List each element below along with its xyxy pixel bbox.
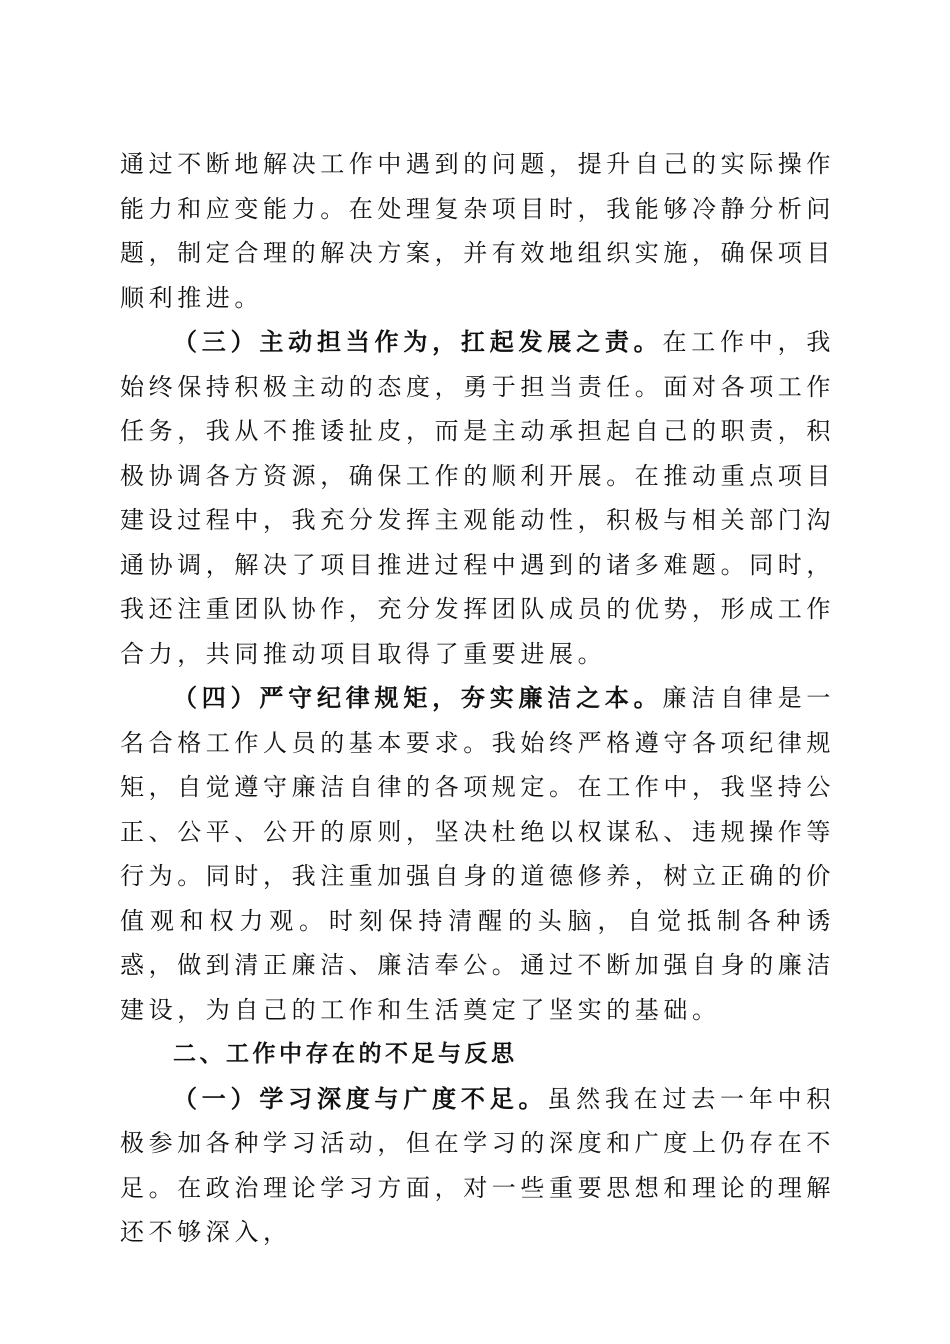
paragraph-lead: （三）主动担当作为，扛起发展之责。 bbox=[173, 327, 663, 356]
section-heading: 二、工作中存在的不足与反思 bbox=[173, 1041, 518, 1067]
paragraph-text: 虽然我在过去一年中积极参加各种学习活动，但在学习的深度和广度上仍存在不足。在政治理论学习方面，对一些重要思想和理论的理解还不够深入， bbox=[120, 1084, 835, 1246]
paragraph-continuation bbox=[120, 142, 835, 320]
paragraph-discipline-integrity bbox=[120, 676, 835, 1032]
paragraph-learning-shortfall bbox=[120, 1077, 835, 1255]
paragraph-text: 在工作中，我始终保持积极主动的态度，勇于担当责任。面对各项工作任务，我从不推诿扯皮，而是主动承担起自己的职责，积极协调各方资源，确保工作的顺利开展。在推动重点项目建设过程中，我充分发挥主观能动性，积极与相关部门沟通协调，解决了项目推进过程中遇到的诸多难题。同时，我还注重团队协作，充分发挥团队成员的优势，形成工作合力，共同推动项目取得了重要进展。 bbox=[120, 328, 835, 668]
paragraph-proactive-responsibility bbox=[120, 320, 835, 676]
paragraph-lead: （四）严守纪律规矩，夯实廉洁之本。 bbox=[173, 683, 663, 712]
paragraph-lead: （一）学习深度与广度不足。 bbox=[173, 1083, 548, 1113]
paragraph-text: 廉洁自律是一名合格工作人员的基本要求。我始终严格遵守各项纪律规矩，自觉遵守廉洁自律的各项规定。在工作中，我坚持公正、公平、公开的原则，坚决杜绝以权谋私、违规操作等行为。同时，我注重加强自身的道德修养，树立正确的价值观和权力观。时刻保持清醒的头脑，自觉抵制各种诱惑，做到清正廉洁、廉洁奉公。通过不断加强自身的廉洁建设，为自己的工作和生活奠定了坚实的基础。 bbox=[120, 684, 835, 1024]
document-body bbox=[120, 142, 835, 1255]
paragraph-text: 通过不断地解决工作中遇到的问题，提升自己的实际操作能力和应变能力。在处理复杂项目时，我能够冷静分析问题，制定合理的解决方案，并有效地组织实施，确保项目顺利推进。 bbox=[120, 150, 835, 312]
